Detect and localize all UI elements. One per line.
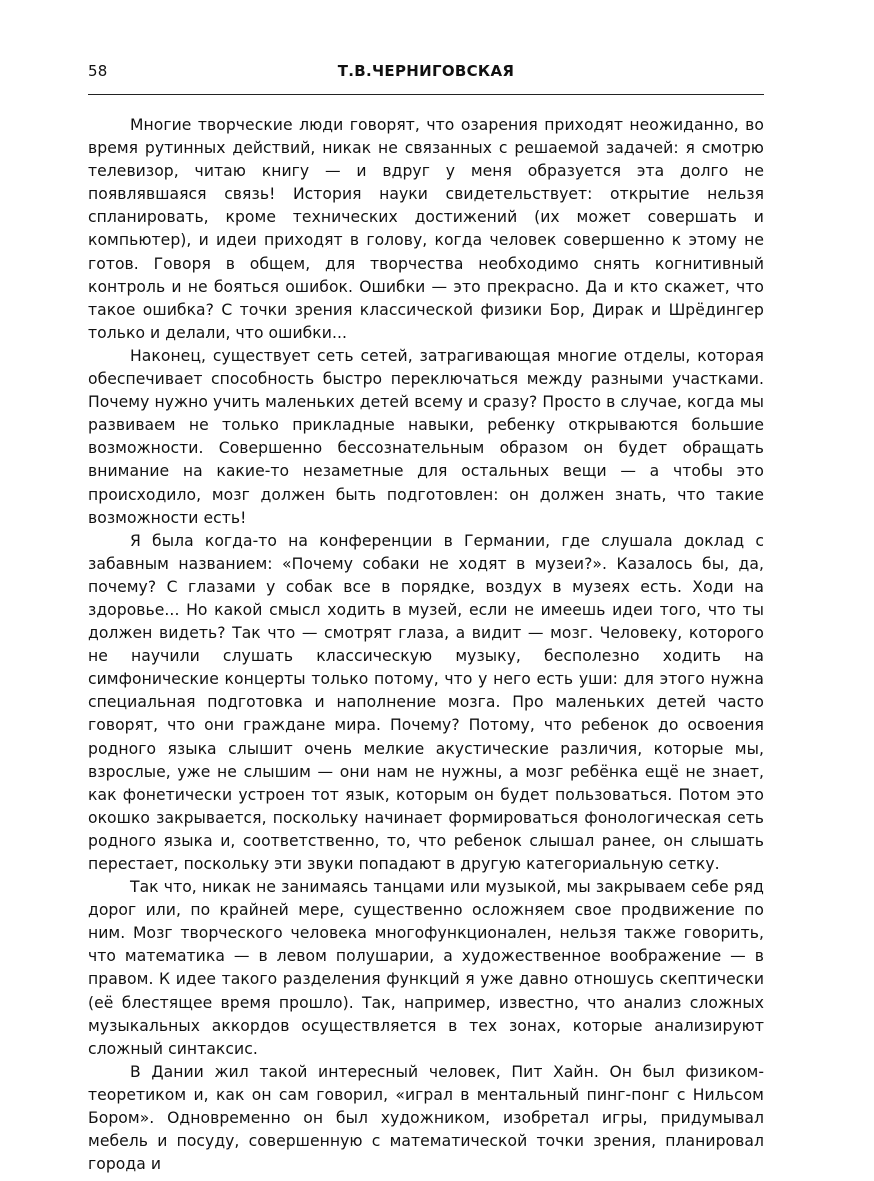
header-rule: [88, 94, 764, 95]
page-number: 58: [88, 62, 108, 80]
paragraph: В Дании жил такой интересный человек, Пит Хайн. Он был физиком-теоретиком и, как он сам говорил, «играл в ментальный пинг-понг с Нильсом Бором». Одновременно он был художником, изобретал игры, придумывал мебель и посуду, совершенную с математической точки зрения, планировал города и: [88, 1062, 764, 1174]
paragraph: Наконец, существует сеть сетей, затрагивающая многие отделы, которая обеспечивает способность быстро переключаться между разными участками. Почему нужно учить маленьких детей всему и сразу? Просто в случае, когда мы развиваем не только прикладные навыки, ребенку открываются большие возможности. Совершенно бессознательным образом он будет обращать внимание на какие-то незаметные для остальных вещи — а чтобы это происходило, мозг должен быть подготовлен: он должен знать, что такие возможности есть!: [88, 346, 764, 527]
page-header: [88, 60, 764, 86]
paragraph: Многие творческие люди говорят, что озарения приходят неожиданно, во время рутинных действий, никак не связанных с решаемой задачей: я смотрю телевизор, читаю книгу — и вдруг у меня образуется эта долго не появлявшаяся связь! История науки свидетельствует: открытие нельзя спланировать, кроме технических достижений (их может совершать и компьютер), и идеи приходят в голову, когда человек совершенно к этому не готов. Говоря в общем, для творчества необходимо снять когнитивный контроль и не бояться ошибок. Ошибки — это прекрасно. Да и кто скажет, что такое ошибка? С точки зрения классической физики Бор, Дирак и Шрёдингер только и делали, что ошибки...: [88, 116, 764, 342]
running-title: Т.В.ЧЕРНИГОВСКАЯ: [337, 62, 515, 80]
paragraph: Я была когда-то на конференции в Германии, где слушала доклад с забавным названием: «Почему собаки не ходят в музеи?». Казалось бы, да, почему? С глазами у собак все в порядке, воздух в музеях есть. Ходи на здоровье... Но какой смысл ходить в музей, если не имеешь идеи того, что ты должен видеть? Так что — смотрят глаза, а видит — мозг. Человеку, которого не научили слушать классическую музыку, бесполезно ходить на симфонические концерты только потому, что у него есть уши: для этого нужна специальная подготовка и наполнение мозга. Про маленьких детей часто говорят, что они граждане мира. Почему? Потому, что ребенок до освоения родного языка слышит очень мелкие акустические различия, которые мы, взрослые, уже не слышим — они нам не нужны, а мозг ребёнка ещё не знает, как фонетически устроен тот язык, которым он будет пользоваться. Потом это окошко закрывается, поскольку начинает формироваться фонологическая сеть родного языка и, соответственно, то, что ребенок слышал ранее, он слышать перестает, поскольку эти звуки попадают в другую категориальную сетку.: [88, 531, 764, 873]
paragraph: Так что, никак не занимаясь танцами или музыкой, мы закрываем себе ряд дорог или, по крайней мере, существенно осложняем свое продвижение по ним. Мозг творческого человека многофункционален, нельзя также говорить, что математика — в левом полушарии, а художественное воображение — в правом. К идее такого разделения функций я уже давно отношусь скептически (её блестящее время прошло). Так, например, известно, что анализ сложных музыкальных аккордов осуществляется в тех зонах, которые анализируют сложный синтаксис.: [88, 878, 764, 1058]
body-text: [88, 114, 764, 1176]
